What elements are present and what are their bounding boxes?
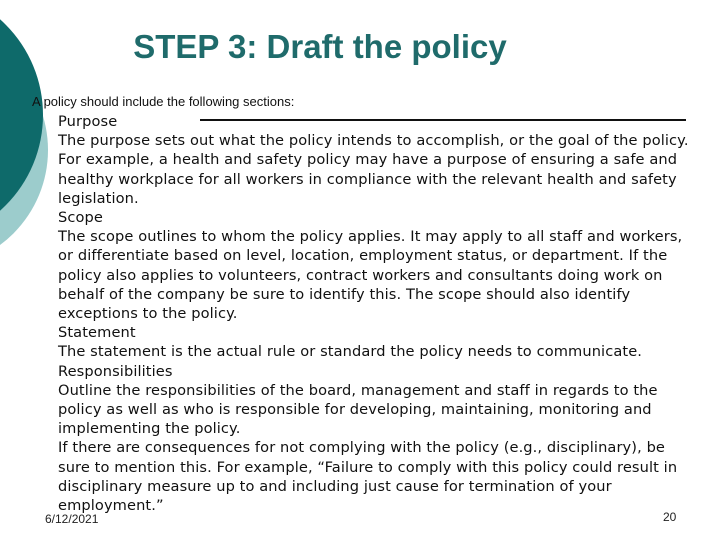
section-heading-purpose: Purpose: [58, 113, 118, 130]
section-text-scope: The scope outlines to whom the policy applies. It may apply to all staff and workers, or differentiate based on level, location, employment status, or department. If the policy also applies to volunteers, contract workers and consultants doing work on behalf of the company be sure to identify this. The scope should also identify exceptions to the policy.: [58, 228, 683, 323]
section-heading-statement: Statement: [58, 324, 136, 342]
page-number: 20: [663, 510, 677, 524]
section-text-purpose: The purpose sets out what the policy intends to accomplish, or the goal of the policy. For example, a health and safety policy may have a purpose of ensuring a safe and healthy workplace for all workers in compliance with the relevant health and safety legislation.: [58, 132, 689, 207]
section-heading-scope: Scope: [58, 209, 103, 227]
footer-date: 6/12/2021: [45, 512, 99, 526]
slide-body: [58, 112, 698, 515]
section-heading-responsibilities: Responsibilities: [58, 362, 173, 380]
closing-text: If there are consequences for not complying with the policy (e.g., disciplinary), be sure to mention this. For example, “Failure to comply with this policy could result in disciplinary measure up to and including just cause for termination of your employment.”: [58, 439, 678, 515]
slide-title: STEP 3: Draft the policy: [133, 28, 507, 65]
section-text-responsibilities: Outline the responsibilities of the board, management and staff in regards to the policy as well as who is responsible for developing, maintaining, monitoring and implementing the policy.: [58, 381, 658, 438]
section-text-statement: The statement is the actual rule or standard the policy needs to communicate.: [58, 343, 643, 361]
intro-text: A policy should include the following sections:: [32, 94, 295, 109]
